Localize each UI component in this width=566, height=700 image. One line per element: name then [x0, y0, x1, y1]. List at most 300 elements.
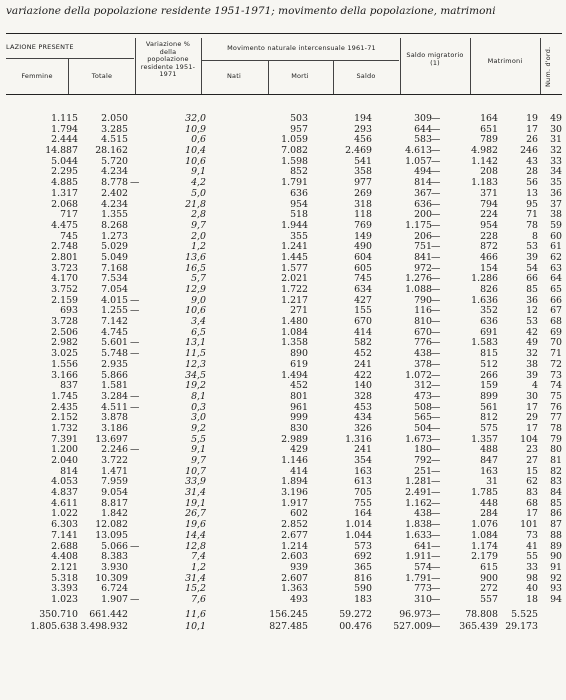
cell: 792 — [414, 455, 432, 466]
cell: 73 — [550, 369, 562, 381]
cell: 4.015 — [101, 294, 128, 306]
table-row — [6, 456, 562, 467]
cell: 1.273 — [101, 230, 128, 242]
cell: 140 — [354, 380, 372, 392]
cell: 21,8 — [185, 198, 206, 210]
cell: 53 — [526, 316, 538, 328]
total-row — [6, 609, 562, 621]
cell: 7.391 — [51, 433, 78, 445]
cell: 10,4 — [185, 145, 206, 157]
cell: 814 — [60, 465, 78, 477]
saldo-migratorio-sign: — — [431, 433, 441, 445]
saldo-migratorio-sign: — — [431, 412, 441, 424]
saldo-migratorio-sign: — — [431, 444, 441, 456]
cell: 815 — [480, 348, 498, 360]
cell: 414 — [354, 326, 372, 338]
cell: 104 — [520, 433, 538, 445]
cell: 7,4 — [191, 551, 206, 563]
cell: 7.534 — [101, 273, 128, 285]
cell: 9,1 — [191, 444, 206, 456]
cell: 3.284 — [101, 390, 128, 402]
cell: 71 — [526, 209, 538, 221]
cell: 13,6 — [185, 251, 206, 263]
cell: 1.722 — [281, 284, 308, 295]
cell: 939 — [290, 561, 308, 573]
cell: 2.152 — [51, 412, 78, 424]
cell: 29 — [526, 412, 538, 424]
cell: 0,6 — [191, 134, 206, 146]
cell: 565 — [414, 412, 432, 424]
cell: 4.745 — [101, 326, 128, 338]
cell: 7,6 — [191, 593, 206, 605]
cell: 17 — [526, 422, 538, 434]
cell: 448 — [480, 497, 498, 509]
cell: 1.791 — [281, 177, 308, 189]
cell: 705 — [354, 487, 372, 499]
cell: 1.175 — [405, 219, 432, 231]
cell: 7.168 — [101, 262, 128, 274]
cell: 1.583 — [471, 337, 498, 349]
header-morti: Morti — [291, 72, 309, 80]
header-movimento: Movimento naturale intercensuale 1961-71 — [227, 44, 376, 52]
page-title: variazione della popolazione residente 1951-1971; movimento della popolazione, matrimoni — [6, 5, 496, 17]
cell: 83 — [550, 476, 562, 488]
cell: 4.170 — [51, 273, 78, 285]
cell: 790 — [414, 294, 432, 306]
cell: 328 — [354, 390, 372, 402]
cell: 3.285 — [101, 123, 128, 135]
cell: 38 — [550, 209, 562, 221]
cell: 4.053 — [51, 476, 78, 488]
cell: 573 — [354, 540, 372, 552]
cell: 17 — [526, 508, 538, 520]
cell: 78 — [550, 422, 562, 434]
cell: 636 — [414, 198, 432, 210]
cell: 488 — [480, 444, 498, 456]
cell: 93 — [550, 583, 562, 595]
cell: 365 — [354, 561, 372, 573]
cell: 2.748 — [51, 241, 78, 253]
cell: 60 — [550, 230, 562, 242]
cell: 473 — [414, 390, 432, 402]
cell: 33 — [526, 561, 538, 573]
cell: 2.603 — [281, 551, 308, 563]
cell: 456 — [354, 134, 372, 146]
saldo-migratorio-sign: — — [431, 358, 441, 370]
cell: 527.009 — [393, 620, 432, 632]
cell: 206 — [414, 230, 432, 242]
table-row — [6, 114, 562, 125]
cell: 1.072 — [405, 369, 432, 381]
cell: 1,2 — [191, 241, 206, 253]
cell: 62 — [526, 476, 538, 488]
cell: 98 — [526, 572, 538, 584]
cell: 17 — [526, 401, 538, 413]
cell: 1.057 — [405, 155, 432, 167]
cell: 644 — [414, 123, 432, 135]
cell: 890 — [290, 348, 308, 360]
cell: 590 — [354, 583, 372, 595]
cell: 641 — [414, 540, 432, 552]
cell: 72 — [550, 358, 562, 370]
cell: 954 — [480, 219, 498, 231]
cell: 86 — [550, 508, 562, 520]
cell: 53 — [526, 241, 538, 253]
cell: 751 — [414, 241, 432, 253]
header-nati: Nati — [227, 72, 241, 80]
saldo-migratorio-sign: — — [431, 369, 441, 381]
saldo-migratorio-sign: — — [431, 608, 441, 620]
saldo-migratorio-sign: — — [431, 284, 441, 295]
cell: 183 — [354, 593, 372, 605]
saldo-migratorio-sign: — — [431, 620, 441, 632]
saldo-migratorio-sign: — — [431, 262, 441, 274]
table-row — [6, 499, 562, 510]
saldo-migratorio-sign: — — [431, 326, 441, 338]
cell: 241 — [354, 444, 372, 456]
header-num-ord: Num. d'ord. — [544, 46, 552, 88]
variazione-sign: — — [130, 593, 140, 605]
cell: 3.498.932 — [80, 620, 128, 632]
table-row — [6, 584, 562, 595]
cell: 602 — [290, 508, 308, 520]
cell: 1.911 — [405, 551, 432, 563]
cell: 371 — [480, 187, 498, 199]
cell: 39 — [526, 369, 538, 381]
cell: 1.200 — [51, 444, 78, 456]
cell: 852 — [290, 166, 308, 178]
cell: 816 — [354, 572, 372, 584]
cell: 00.476 — [339, 620, 372, 632]
cell: 3.752 — [51, 284, 78, 295]
cell: 494 — [414, 166, 432, 178]
cell: 3.723 — [51, 262, 78, 274]
cell: 15 — [526, 465, 538, 477]
cell: 91 — [550, 561, 562, 573]
saldo-migratorio-sign: — — [431, 251, 441, 263]
cell: 8.778 — [101, 177, 128, 189]
saldo-migratorio-sign: — — [431, 593, 441, 605]
cell: 85 — [550, 497, 562, 509]
cell: 79 — [550, 433, 562, 445]
cell: 1.358 — [281, 337, 308, 349]
cell: 73 — [526, 529, 538, 541]
cell: 246 — [520, 145, 538, 157]
cell: 1.633 — [405, 529, 432, 541]
cell: 367 — [414, 187, 432, 199]
saldo-migratorio-sign: — — [431, 487, 441, 499]
cell: 10,6 — [185, 155, 206, 167]
cell: 5.866 — [101, 369, 128, 381]
cell: 2.935 — [101, 358, 128, 370]
cell: 30 — [526, 390, 538, 402]
cell: 2.506 — [51, 326, 78, 338]
cell: 2.050 — [101, 113, 128, 124]
cell: 773 — [414, 583, 432, 595]
cell: 837 — [60, 380, 78, 392]
cell: 78.808 — [465, 608, 498, 620]
total-row — [6, 621, 562, 633]
variazione-sign: — — [130, 540, 140, 552]
cell: 66 — [526, 273, 538, 285]
cell: 326 — [354, 422, 372, 434]
cell: 1.281 — [405, 476, 432, 488]
saldo-migratorio-sign: — — [431, 134, 441, 146]
cell: 2.246 — [101, 444, 128, 456]
cell: 92 — [550, 572, 562, 584]
cell: 1.183 — [471, 177, 498, 189]
cell: 3.196 — [281, 487, 308, 499]
cell: 159 — [480, 380, 498, 392]
cell: 1.556 — [51, 358, 78, 370]
cell: 841 — [414, 251, 432, 263]
cell: 4.837 — [51, 487, 78, 499]
cell: 605 — [354, 262, 372, 274]
cell: 10,7 — [185, 465, 206, 477]
saldo-migratorio-sign: — — [431, 561, 441, 573]
cell: 82 — [550, 465, 562, 477]
variazione-sign: — — [130, 305, 140, 317]
cell: 1.174 — [471, 540, 498, 552]
cell: 10,9 — [185, 123, 206, 135]
cell: 438 — [414, 348, 432, 360]
cell: 452 — [290, 380, 308, 392]
cell: 434 — [354, 412, 372, 424]
cell: 55 — [526, 551, 538, 563]
saldo-migratorio-sign: — — [431, 508, 441, 520]
cell: 1.363 — [281, 583, 308, 595]
cell: 95 — [526, 198, 538, 210]
cell: 3.728 — [51, 316, 78, 328]
cell: 5,7 — [191, 273, 206, 285]
cell: 2.688 — [51, 540, 78, 552]
cell: 42 — [526, 326, 538, 338]
cell: 65 — [550, 284, 562, 295]
cell: 512 — [480, 358, 498, 370]
cell: 899 — [480, 390, 498, 402]
cell: 2.121 — [51, 561, 78, 573]
saldo-migratorio-sign: — — [431, 337, 441, 349]
cell: 1.355 — [101, 209, 128, 221]
cell: 2.159 — [51, 294, 78, 306]
cell: 5.049 — [101, 251, 128, 263]
cell: 2,0 — [191, 230, 206, 242]
cell: 54 — [526, 262, 538, 274]
cell: 5.029 — [101, 241, 128, 253]
cell: 493 — [290, 593, 308, 605]
variazione-sign: — — [130, 177, 140, 189]
cell: 1.241 — [281, 241, 308, 253]
cell: 422 — [354, 369, 372, 381]
cell: 83 — [526, 487, 538, 499]
cell: 1.732 — [51, 422, 78, 434]
saldo-migratorio-sign: — — [431, 113, 441, 124]
cell: 41 — [526, 540, 538, 552]
cell: 670 — [414, 326, 432, 338]
cell: 88 — [550, 529, 562, 541]
cell: 557 — [480, 593, 498, 605]
cell: 670 — [354, 316, 372, 328]
cell: 36 — [550, 187, 562, 199]
cell: 70 — [550, 337, 562, 349]
saldo-migratorio-sign: — — [431, 380, 441, 392]
cell: 89 — [550, 540, 562, 552]
cell: 717 — [60, 209, 78, 221]
cell: 438 — [414, 508, 432, 520]
cell: 13.095 — [95, 529, 128, 541]
cell: 1.577 — [281, 262, 308, 274]
saldo-migratorio-sign: — — [431, 241, 441, 253]
saldo-migratorio-sign: — — [431, 583, 441, 595]
cell: 1.014 — [345, 519, 372, 531]
cell: 74 — [550, 380, 562, 392]
cell: 826 — [480, 284, 498, 295]
cell: 7.141 — [51, 529, 78, 541]
cell: 9,7 — [191, 219, 206, 231]
cell: 64 — [550, 273, 562, 285]
cell: 63 — [550, 262, 562, 274]
cell: 518 — [290, 209, 308, 221]
cell: 49 — [526, 337, 538, 349]
cell: 17 — [526, 123, 538, 135]
cell: 156.245 — [269, 608, 308, 620]
cell: 75 — [550, 390, 562, 402]
cell: 1.023 — [51, 593, 78, 605]
table-row — [6, 189, 562, 200]
cell: 1.598 — [281, 155, 308, 167]
cell: 272 — [480, 583, 498, 595]
cell: 490 — [354, 241, 372, 253]
table-row — [6, 403, 562, 414]
cell: 5.044 — [51, 155, 78, 167]
saldo-migratorio-sign: — — [431, 219, 441, 231]
table-row — [6, 435, 562, 446]
cell: 5,5 — [191, 433, 206, 445]
cell: 2.021 — [281, 273, 308, 285]
cell: 5.066 — [101, 540, 128, 552]
cell: 2.435 — [51, 401, 78, 413]
cell: 692 — [354, 551, 372, 563]
cell: 1.022 — [51, 508, 78, 520]
cell: 180 — [414, 444, 432, 456]
cell: 11,5 — [185, 348, 206, 360]
cell: 9,0 — [191, 294, 206, 306]
cell: 957 — [290, 123, 308, 135]
cell: 310 — [414, 593, 432, 605]
cell: 615 — [480, 561, 498, 573]
cell: 31 — [486, 476, 498, 488]
saldo-migratorio-sign: — — [431, 465, 441, 477]
saldo-migratorio-sign: — — [431, 476, 441, 488]
table-row — [6, 296, 562, 307]
cell: 1.673 — [405, 433, 432, 445]
cell: 6.724 — [101, 583, 128, 595]
cell: 812 — [480, 412, 498, 424]
header-femmine: Femmine — [21, 72, 53, 80]
cell: 1.162 — [405, 497, 432, 509]
cell: 1.480 — [281, 316, 308, 328]
table-row — [6, 381, 562, 392]
cell: 7.054 — [101, 284, 128, 295]
cell: 1.785 — [471, 487, 498, 499]
cell: 13 — [526, 187, 538, 199]
cell: 466 — [480, 251, 498, 263]
cell: 810 — [414, 316, 432, 328]
table-header — [6, 38, 562, 95]
cell: 18 — [526, 593, 538, 605]
cell: 2.801 — [51, 251, 78, 263]
cell: 16,5 — [185, 262, 206, 274]
cell: 19 — [526, 113, 538, 124]
cell: 561 — [480, 401, 498, 413]
cell: 33 — [550, 155, 562, 167]
cell: 71 — [550, 348, 562, 360]
saldo-migratorio-sign: — — [431, 230, 441, 242]
cell: 830 — [290, 422, 308, 434]
cell: 636 — [480, 316, 498, 328]
cell: 19,6 — [185, 519, 206, 531]
saldo-migratorio-sign: — — [431, 187, 441, 199]
saldo-migratorio-sign: — — [431, 273, 441, 285]
cell: 10,1 — [185, 620, 206, 632]
table-row — [6, 349, 562, 360]
table-row — [6, 413, 562, 424]
table-row — [6, 392, 562, 403]
cell: 583 — [414, 134, 432, 146]
cell: 164 — [354, 508, 372, 520]
cell: 318 — [354, 198, 372, 210]
cell: 208 — [480, 166, 498, 178]
cell: 1.142 — [471, 155, 498, 167]
saldo-migratorio-sign: — — [431, 540, 441, 552]
cell: 116 — [414, 305, 432, 317]
cell: 68 — [526, 497, 538, 509]
table-row — [6, 338, 562, 349]
table-row — [6, 360, 562, 371]
cell: 1.357 — [471, 433, 498, 445]
cell: 12.082 — [95, 519, 128, 531]
cell: 271 — [290, 305, 308, 317]
cell: 4.408 — [51, 551, 78, 563]
cell: 2.852 — [281, 519, 308, 531]
cell: 1.214 — [281, 540, 308, 552]
cell: 8 — [532, 230, 538, 242]
cell: 453 — [354, 401, 372, 413]
cell: 2.989 — [281, 433, 308, 445]
cell: 378 — [414, 358, 432, 370]
cell: 85 — [526, 284, 538, 295]
cell: 8.817 — [101, 497, 128, 509]
cell: 5.748 — [101, 348, 128, 360]
cell: 10.309 — [95, 572, 128, 584]
cell: 7.142 — [101, 316, 128, 328]
header-matrimoni: Matrimoni — [487, 57, 523, 65]
cell: 84 — [550, 487, 562, 499]
cell: 9,1 — [191, 166, 206, 178]
cell: 251 — [414, 465, 432, 477]
cell: 1.276 — [405, 273, 432, 285]
cell: 2.491 — [405, 487, 432, 499]
cell: 43 — [526, 155, 538, 167]
saldo-migratorio-sign: — — [431, 572, 441, 584]
cell: 354 — [354, 455, 372, 466]
cell: 429 — [290, 444, 308, 456]
cell: 574 — [414, 561, 432, 573]
cell: 101 — [520, 519, 538, 531]
cell: 28.162 — [95, 145, 128, 157]
cell: 3.166 — [51, 369, 78, 381]
cell: 1.805.638 — [30, 620, 78, 632]
